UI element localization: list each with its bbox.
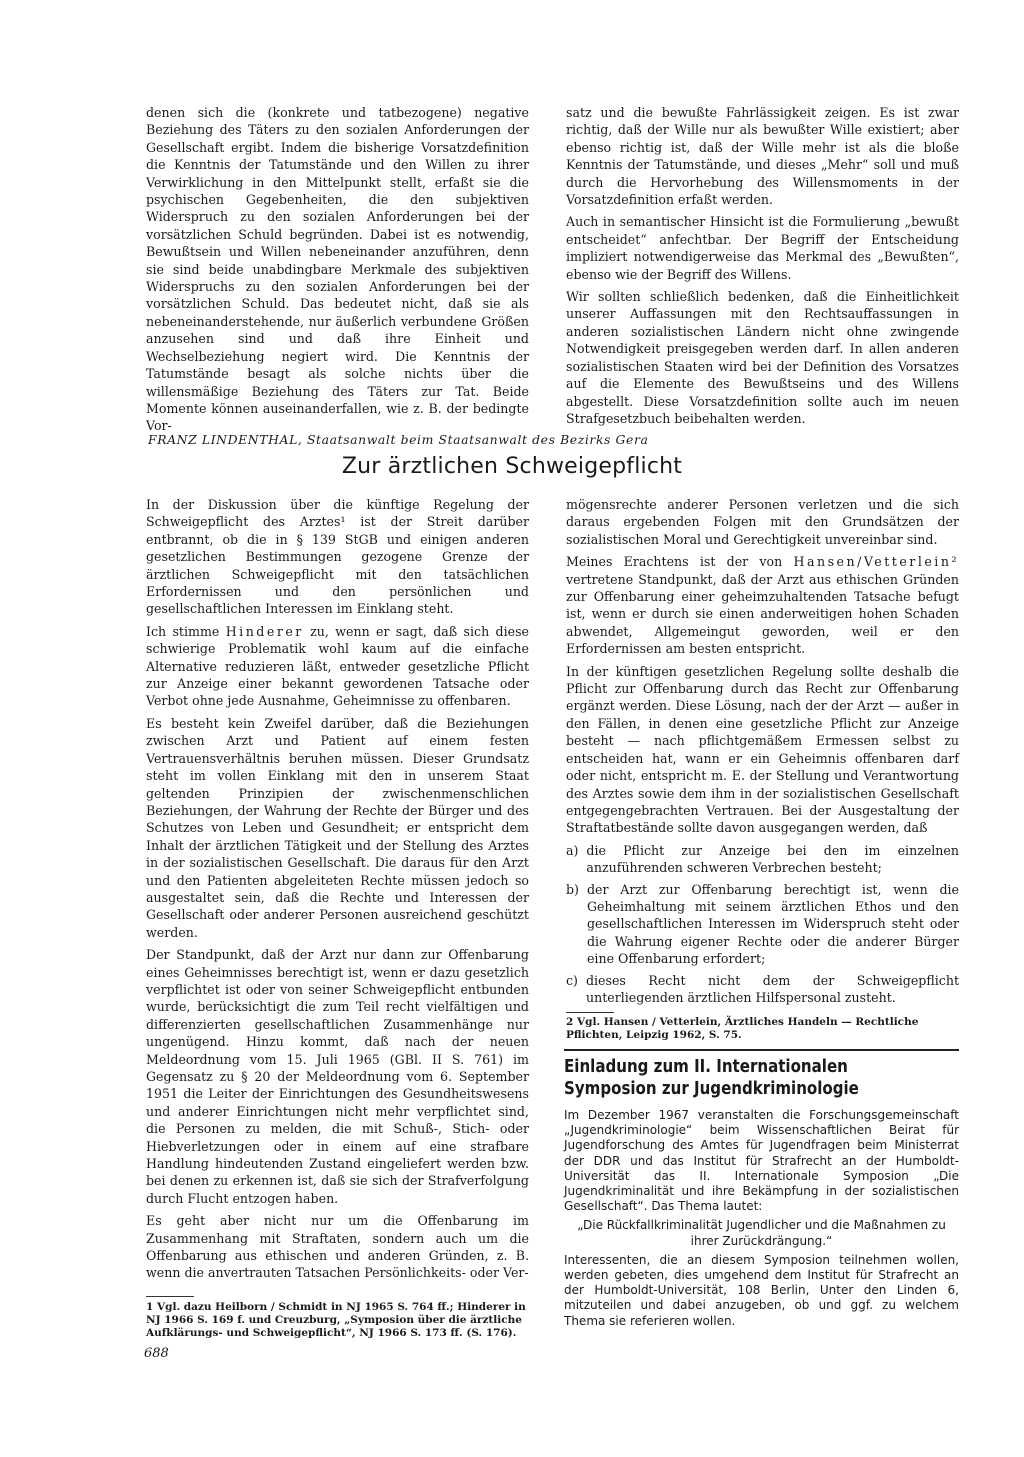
footnote-rule xyxy=(566,1012,614,1013)
notice-body xyxy=(564,1108,959,1333)
notice-quote: „Die Rückfallkriminalität Jugendlicher und die Maßnahmen zu ihrer Zurückdrängung.“ xyxy=(577,1218,946,1248)
paragraph: mögensrechte anderer Personen verletzen und die sich daraus ergebenden Folgen mit den Grundsätzen der sozialistischen Moral und Gerechtigkeit unvereinbar sind. xyxy=(566,497,959,547)
paragraph: Im Dezember 1967 veranstalten die Forschungsgemeinschaft „Jugendkriminologie“ beim Wissenschaftlichen Beirat für Jugendforschung des Amtes für Jugendfragen beim Ministerrat der DDR und das Institut für Strafrecht an der Humboldt-Universität das II. Internationale Symposion „Die Jugendkriminalität und ihre Bekämpfung in der sozialistischen Gesellschaft“. Das Thema lautet: xyxy=(564,1108,959,1214)
paragraph: Wir sollten schließlich bedenken, daß die Einheitlichkeit unserer Auffassungen mit den Rechtsauffassungen in anderen sozialistischen Ländern nicht ohne zwingende Notwendigkeit preisgegeben werden darf. In allen anderen sozialistischen Staaten wird bei der Definition des Vorsatzes auf die Elemente des Bewußtseins und des Willens abgestellt. Diese Vorsatzdefinition sollte auch im neuen Strafgesetzbuch beibehalten werden. xyxy=(566,289,959,426)
text-run: vertretene Standpunkt, daß der Arzt aus ethischen Gründen zur Offenbarung einer geheimzuhaltenden Tatsache befugt ist, wenn er durch sie einen anderweitigen hohen Schaden abwendet, Allgemeingut geworden, weil er den Erfordernissen am besten entspricht. xyxy=(566,571,959,657)
author-name-spaced: Hinderer xyxy=(225,623,304,639)
paragraph: satz und die bewußte Fahrlässigkeit zeigen. Es ist zwar richtig, daß der Wille nur als bewußter Wille existiert; aber ebenso richtig ist, daß der Wille mehr ist als die bloße Kenntnis der Tatumstände, und dieses „Mehr“ soll und muß durch die Hervorhebung des Willensmoments in der Vorsatzdefinition erfaßt werden. xyxy=(566,105,959,208)
footnote-rule xyxy=(146,1296,194,1297)
list-item xyxy=(566,972,959,1007)
article-left-column xyxy=(146,496,529,1287)
list-text: der Arzt zur Offenbarung berechtigt ist, wenn die Geheimhaltung mit seinem ärztlichen Ethos und den gesellschaftlichen Interessen im Widerspruch steht oder die Wahrung eigener Rechte oder die anderer Bürger eine Offenbarung erfordert; xyxy=(586,881,959,967)
list-marker: c) xyxy=(566,972,578,988)
paragraph xyxy=(146,623,529,710)
text-run: Ich stimme xyxy=(146,623,226,639)
top-right-column xyxy=(566,104,959,432)
list-item xyxy=(566,842,959,877)
text-run: Meines Erachtens ist der von xyxy=(566,554,794,570)
author-name-spaced: Hansen/Vetterlein² xyxy=(793,554,959,570)
list-marker: a) xyxy=(566,842,579,858)
footnote-1: 1 Vgl. dazu Heilborn / Schmidt in NJ 1965 S. 764 ff.; Hinderer in NJ 1966 S. 169 f. und Creuzburg, „Symposion über die ärztliche Aufklärungs- und Schweigepflicht“, NJ 1966 S. 173 ff. (S. 176). xyxy=(146,1301,526,1340)
paragraph: Der Standpunkt, daß der Arzt nur dann zur Offenbarung eines Geheimnisses berechtigt ist, wenn er dazu gesetzlich verpflichtet ist oder von seiner Schweigepflicht entbunden wurde, berücksichtigt die zum Teil recht vielfältigen und differenzierten gesellschaftlichen Zusammenhänge nur ungenügend. Hinzu kommt, daß nach der neuen Meldeordnung vom 15. Juli 1965 (GBl. II S. 761) im Gegensatz zu § 20 der Meldeordnung vom 6. September 1951 die Leiter der Einrichtungen des Gesundheitswesens und anderer Einrichtungen nicht mehr verpflichtet sind, die Personen zu melden, die mit Schuß-, Stich- oder Hiebverletzungen oder in einem auf eine strafbare Handlung hindeutenden Zustand eingeliefert werden bzw. bei denen zu erkennen ist, daß sie sich der Strafverfolgung durch Flucht entzogen haben. xyxy=(146,947,529,1206)
paragraph: Es geht aber nicht nur um die Offenbarung im Zusammenhang mit Straftaten, sondern auch um die Offenbarung aus ethischen und anderen Gründen, z. B. wenn die anvertrauten Tatsachen Persönlichkeits- oder Ver- xyxy=(146,1213,529,1281)
list-marker: b) xyxy=(566,881,579,897)
top-left-column xyxy=(146,104,529,440)
paragraph xyxy=(566,553,959,657)
paragraph: Interessenten, die an diesem Symposion teilnehmen wollen, werden gebeten, dies umgehend dem Institut für Strafrecht an der Humboldt-Universität, 108 Berlin, Unter den Linden 6, mitzuteilen und dabei anzugeben, ob und ggf. zu welchem Thema sie referieren wollen. xyxy=(564,1252,959,1328)
footnote-2: 2 Vgl. Hansen / Vetterlein, Ärztliches Handeln — Rechtliche Pflichten, Leipzig 1962, S. 75. xyxy=(566,1016,919,1042)
page-number: 688 xyxy=(144,1346,169,1361)
list-item xyxy=(566,881,959,968)
paragraph: denen sich die (konkrete und tatbezogene) negative Beziehung des Täters zu den sozialen Anforderungen der Gesellschaft ergibt. Indem die bisherige Vorsatzdefinition die Kenntnis der Tatumstände und den Willen zu ihrer Verwirklichung in den Mittelpunkt stellt, erfaßt sie die psychischen Gegebenheiten, die den subjektiven Widerspruch zu den sozialen Anforderungen bei der vorsätzlichen Schuld begründen. Dabei ist es notwendig, Bewußtsein und Willen nebeneinander anzuführen, denn sie sind beide unabdingbare Merkmale des subjektiven Widerspruchs zu den sozialen Anforderungen bei der vorsätzlichen Schuld. Das bedeutet nicht, daß sie als nebeneinanderstehende, nur äußerlich verbundene Größen anzusehen sind und daß ihre Einheit und Wechselbeziehung negiert wird. Die Kenntnis der Tatumstände besagt als solche nichts über die willensmäßige Beziehung des Täters zur Tat. Beide Momente können auseinanderfallen, wie z. B. der bedingte Vor- xyxy=(146,105,529,434)
article-title: Zur ärztlichen Schweigepflicht xyxy=(341,454,683,479)
paragraph: In der künftigen gesetzlichen Regelung sollte deshalb die Pflicht zur Offenbarung durch das Recht zur Offenbarung ergänzt werden. Diese Lösung, nach der der Arzt — außer in den Fällen, in denen eine gesetzliche Pflicht zur Anzeige besteht — nach pflichtgemäßem Ermessen selbst zu entscheiden hat, wann er ein Geheimnis offenbaren darf oder nicht, entspricht m. E. der Stellung und Verantwortung des Arztes sowie dem ihm in der sozialistischen Gesellschaft entgegengebrachten Vertrauen. Bei der Ausgestaltung der Straftatbestände sollte davon ausgegangen werden, daß xyxy=(566,663,959,836)
section-divider xyxy=(564,1049,959,1051)
notice-title: Einladung zum II. Internationalen Symposion zur Jugendkriminologie xyxy=(564,1057,859,1099)
list-text: die Pflicht zur Anzeige bei den im einzelnen anzuführenden schweren Verbrechen besteht; xyxy=(586,842,959,876)
paragraph: Es besteht kein Zweifel darüber, daß die Beziehungen zwischen Arzt und Patient auf einem festen Vertrauensverhältnis beruhen müssen. Dieser Grundsatz steht im vollen Einklang mit den in unserem Staat geltenden Prinzipien der zwischenmenschlichen Beziehungen, der Wahrung der Rechte der Bürger und des Schutzes von Leben und Gesundheit; er entspricht dem Inhalt der ärztlichen Tätigkeit und der Stellung des Arztes in der sozialistischen Gesellschaft. Die daraus für den Arzt und den Patienten abgeleiteten Rechte müssen jedoch so ausgestaltet sein, daß die Rechte und Interessen der Gesellschaft oder anderer Personen ausreichend geschützt werden. xyxy=(146,715,529,940)
list-text: dieses Recht nicht dem der Schweigepflicht unterliegenden ärztlichen Hilfspersonal zusteht. xyxy=(585,972,959,1005)
paragraph: In der Diskussion über die künftige Regelung der Schweigepflicht des Arztes¹ ist der Streit darüber entbrannt, ob die in § 139 StGB und einigen anderen gesetzlichen Bestimmungen gezogene Grenze der ärztlichen Schweigepflicht mit den tatsächlichen Erfordernissen und den persönlichen und gesellschaftlichen Interessen im Einklang steht. xyxy=(146,497,529,617)
paragraph: Auch in semantischer Hinsicht ist die Formulierung „bewußt entscheidet“ anfechtbar. Der Begriff der Entscheidung impliziert notwendigerweise das Merkmal des „Bewußten“, ebenso wie der Begriff des Willens. xyxy=(566,214,959,282)
author-byline: FRANZ LINDENTHAL, Staatsanwalt beim Staatsanwalt des Bezirks Gera xyxy=(148,432,649,447)
article-right-column xyxy=(566,496,959,1010)
text-run: zu, wenn er sagt, daß sich diese schwierige Problematik wohl kaum auf die einfache Alternative reduzieren läßt, entweder gesetzliche Pflicht zur Anzeige einer bekannt gewordenen Tatsache oder Verbot ohne jede Ausnahme, Geheimnisse zu offenbaren. xyxy=(146,623,529,709)
